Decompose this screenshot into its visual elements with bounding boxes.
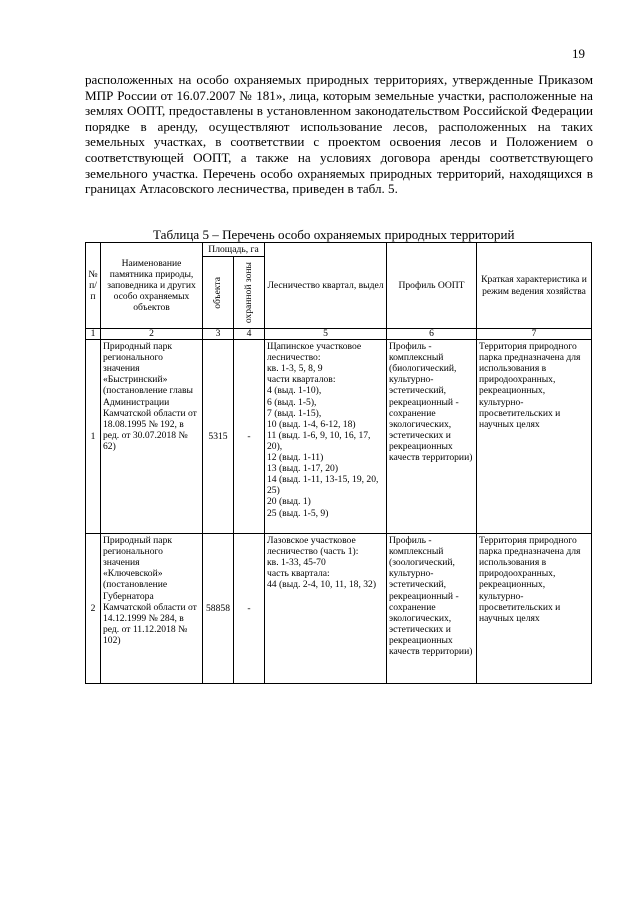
header-area: Площадь, га [203, 243, 265, 257]
paragraph-text: расположенных на особо охраняемых природных территориях, утвержденные Приказом МПР России от 16.07.2007 № 181», лица, которым земельные участки, расположенные на землях ООПТ, предоставлены в установленном законодательством Российской Федерации порядке в аренду, осуществляют использование лесов, расположенных на таких земельных участках, в соответствии с проектом освоения лесов и Положением о соответствующей ООПТ, а также на условиях договора аренды соответствующего земельного участка. Перечень особо охраняемых природных территорий, находящихся в границах Атласовского лесничества, приведен в табл. 5. [85, 72, 593, 197]
column-number: 4 [234, 329, 265, 340]
protected-areas-table [85, 242, 592, 684]
column-number: 2 [101, 329, 203, 340]
header-area-zone: охранной зоны [234, 257, 265, 329]
header-forestry: Лесничество квартал, выдел [265, 243, 387, 329]
row-forestry: Щапинское участковое лесничество: кв. 1-3, 5, 8, 9 части кварталов: 4 (выд. 1-10), 6 (выд. 1-5), 7 (выд. 1-15), 10 (выд. 1-4, 6-12, 18) 11 (выд. 1-6, 9, 10, 16, 17, 20), 12 (выд. 1-11) 13 (выд. 1-17, 20) 14 (выд. 1-11, 13-15, 19, 20, 25) 20 (выд. 1) 25 (выд. 1-5, 9) [265, 340, 387, 534]
row-profile: Профиль - комплексный (зоологический, культурно-эстетический, рекреационный - сохранение экологических, эстетических и рекреационных качеств территории) [387, 534, 477, 684]
row-area-zone: - [234, 340, 265, 534]
row-area-object: 58858 [203, 534, 234, 684]
row-name: Природный парк регионального значения «Быстринский» (постановление главы Администрации Камчатской области от 18.08.1995 № 192, в ред. от 30.07.2018 № 62) [101, 340, 203, 534]
header-profile: Профиль ООПТ [387, 243, 477, 329]
column-number-row [86, 329, 592, 340]
header-area-object: объекта [203, 257, 234, 329]
page-number: 19 [572, 46, 585, 61]
body-paragraph [85, 72, 593, 197]
column-number: 1 [86, 329, 101, 340]
column-number: 6 [387, 329, 477, 340]
table-caption: Таблица 5 – Перечень особо охраняемых природных территорий [153, 227, 515, 242]
header-name: Наименование памятника природы, заповедника и других особо охраняемых объектов [101, 243, 203, 329]
row-profile: Профиль - комплексный (биологический, культурно-эстетический, рекреационный - сохранение экологических, эстетических и рекреационных качеств территории) [387, 340, 477, 534]
row-num: 2 [86, 534, 101, 684]
row-forestry: Лазовское участковое лесничество (часть 1): кв. 1-33, 45-70 часть квартала: 44 (выд. 2-4, 10, 11, 18, 32) [265, 534, 387, 684]
header-description: Краткая характеристика и режим ведения хозяйства [477, 243, 592, 329]
column-number: 7 [477, 329, 592, 340]
column-number: 5 [265, 329, 387, 340]
row-description: Территория природного парка предназначена для использования в природоохранных, рекреационных, культурно-просветительских и научных целях [477, 340, 592, 534]
header-num: № п/п [86, 243, 101, 329]
table-row [86, 340, 592, 534]
column-number: 3 [203, 329, 234, 340]
row-area-zone: - [234, 534, 265, 684]
table-row [86, 534, 592, 684]
row-num: 1 [86, 340, 101, 534]
row-description: Территория природного парка предназначена для использования в природоохранных, рекреационных, культурно-просветительских и научных целях [477, 534, 592, 684]
row-name: Природный парк регионального значения «Ключевской» (постановление Губернатора Камчатской области от 14.12.1999 № 284, в ред. от 11.12.2018 № 102) [101, 534, 203, 684]
row-area-object: 5315 [203, 340, 234, 534]
